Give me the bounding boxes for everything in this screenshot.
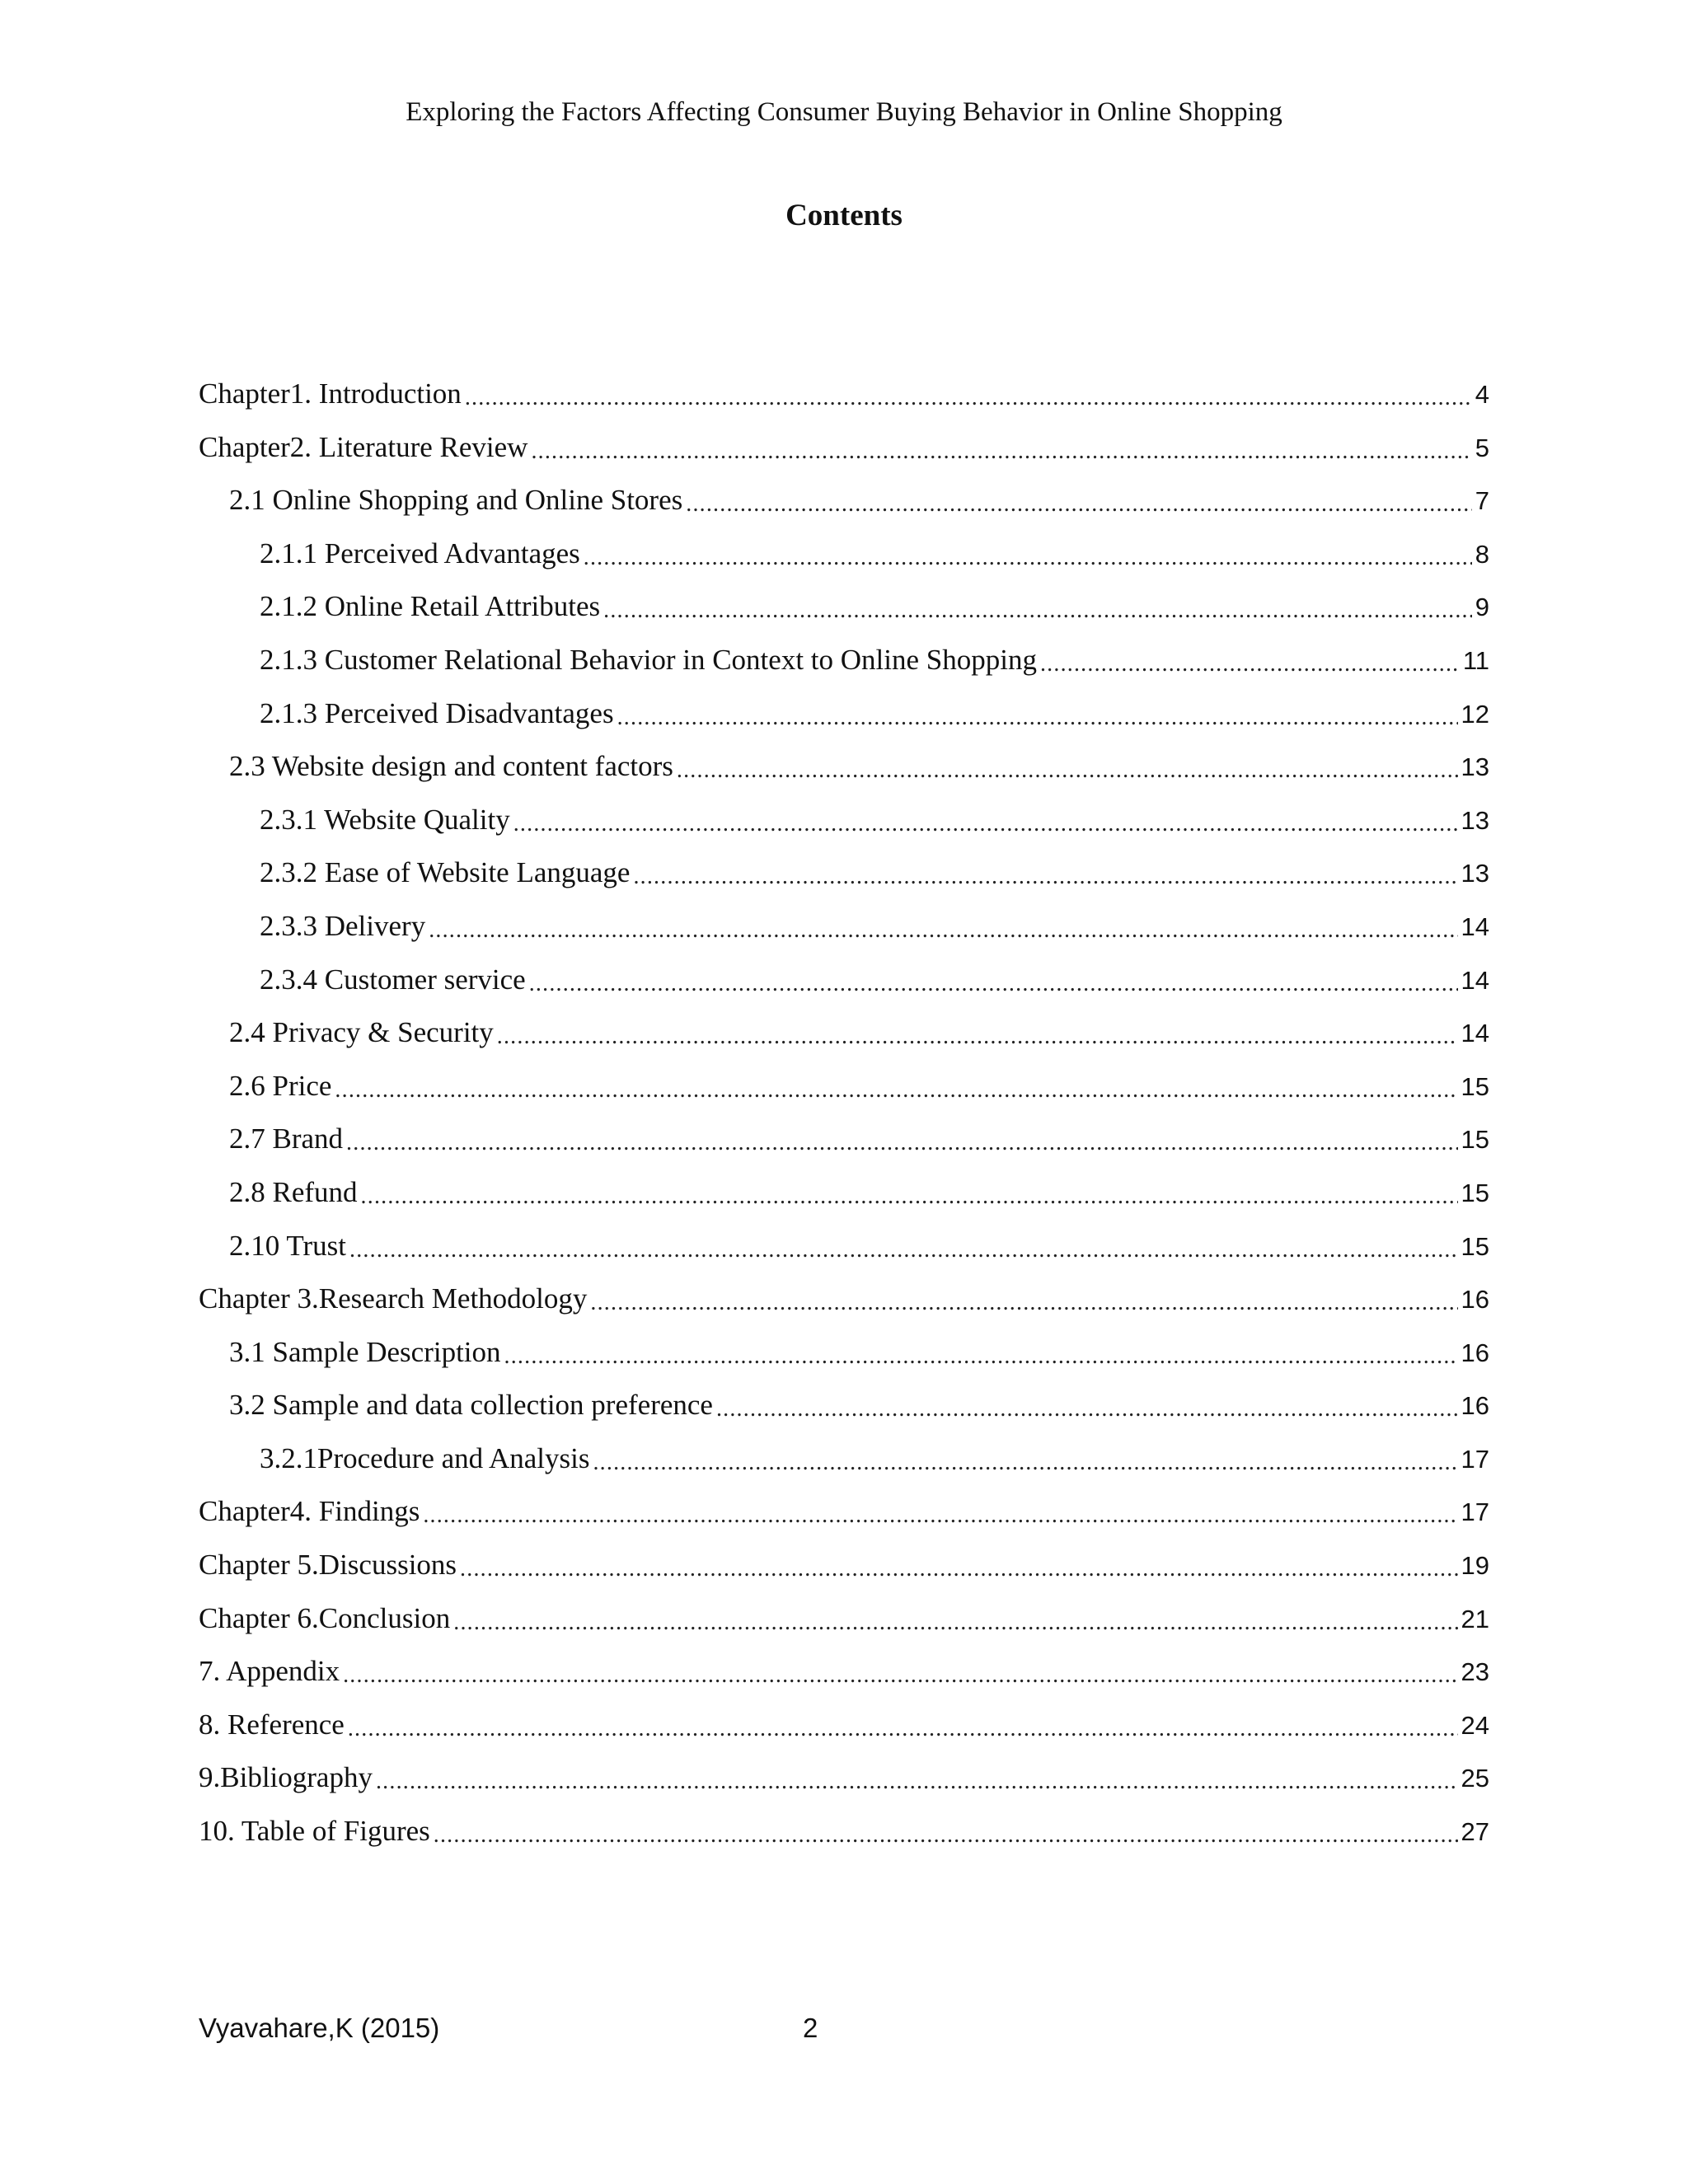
toc-entry[interactable]: [199, 1442, 1489, 1496]
toc-entry-page-number: 15: [1461, 1231, 1489, 1261]
running-header: Exploring the Factors Affecting Consumer Buying Behavior in Online Shopping: [406, 97, 1282, 127]
toc-entry[interactable]: [199, 1708, 1489, 1762]
footer-page-number: 2: [803, 2013, 818, 2043]
toc-entry-label: 2.10 Trust: [229, 1229, 347, 1262]
toc-entry[interactable]: [199, 590, 1489, 644]
toc-entry-label: 7. Appendix: [199, 1655, 340, 1688]
toc-dot-leader: [716, 1393, 1458, 1422]
toc-entry[interactable]: [199, 1336, 1489, 1390]
toc-entry-label: 2.1 Online Shopping and Online Stores: [229, 484, 683, 517]
toc-entry[interactable]: [199, 1016, 1489, 1070]
toc-entry[interactable]: [199, 1282, 1489, 1336]
toc-entry[interactable]: [199, 1815, 1489, 1868]
footer-author: Vyavahare,K (2015): [199, 2013, 440, 2043]
toc-entry-page-number: 19: [1461, 1551, 1489, 1581]
toc-entry[interactable]: [199, 804, 1489, 857]
toc-entry-page-number: 25: [1461, 1764, 1489, 1793]
toc-entry-label: 3.1 Sample Description: [229, 1335, 501, 1368]
toc-entry[interactable]: [199, 377, 1489, 431]
toc-dot-leader: [434, 1819, 1458, 1848]
toc-entry[interactable]: [199, 750, 1489, 804]
toc-dot-leader: [361, 1180, 1458, 1209]
toc-dot-leader: [348, 1713, 1458, 1741]
toc-dot-leader: [617, 701, 1458, 730]
toc-entry-page-number: 23: [1461, 1657, 1489, 1687]
toc-title: Contents: [785, 199, 903, 232]
toc-entry-page-number: 7: [1475, 486, 1489, 516]
toc-entry-label: 2.3.4 Customer service: [260, 963, 526, 996]
toc-entry-page-number: 14: [1461, 1019, 1489, 1048]
toc-entry-label: Chapter2. Literature Review: [199, 430, 528, 463]
toc-entry[interactable]: [199, 1761, 1489, 1815]
toc-dot-leader: [346, 1127, 1457, 1155]
toc-dot-leader: [513, 808, 1458, 837]
toc-entry-label: 3.2 Sample and data collection preference: [229, 1389, 713, 1422]
table-of-contents: [199, 377, 1489, 1868]
toc-entry[interactable]: [199, 644, 1489, 697]
toc-entry-page-number: 11: [1462, 645, 1489, 675]
toc-entry-label: Chapter 6.Conclusion: [199, 1601, 451, 1634]
toc-dot-leader: [460, 1553, 1457, 1582]
toc-entry-label: 10. Table of Figures: [199, 1815, 430, 1848]
toc-dot-leader: [677, 754, 1458, 783]
toc-entry-page-number: 13: [1461, 752, 1489, 782]
toc-entry[interactable]: [199, 1549, 1489, 1602]
toc-entry[interactable]: [199, 697, 1489, 751]
toc-entry[interactable]: [199, 910, 1489, 963]
toc-dot-leader: [349, 1234, 1457, 1263]
toc-entry-page-number: 8: [1475, 539, 1489, 569]
toc-entry-page-number: 17: [1461, 1497, 1489, 1527]
toc-entry[interactable]: [199, 963, 1489, 1017]
toc-entry-page-number: 16: [1461, 1338, 1489, 1367]
toc-entry-label: 2.1.1 Perceived Advantages: [260, 537, 580, 569]
toc-entry-page-number: 14: [1461, 912, 1489, 941]
toc-dot-leader: [343, 1659, 1457, 1688]
toc-dot-leader: [504, 1340, 1458, 1369]
toc-entry[interactable]: [199, 1122, 1489, 1176]
toc-entry-page-number: 16: [1461, 1285, 1489, 1315]
toc-entry-label: 2.1.3 Customer Relational Behavior in Context to Online Shopping: [260, 643, 1037, 676]
toc-dot-leader: [423, 1499, 1457, 1528]
toc-entry-page-number: 5: [1475, 433, 1489, 462]
toc-entry-page-number: 4: [1475, 380, 1489, 409]
toc-entry[interactable]: [199, 1230, 1489, 1283]
toc-entry-page-number: 14: [1461, 965, 1489, 995]
toc-entry-page-number: 13: [1461, 805, 1489, 835]
toc-dot-leader: [465, 382, 1472, 410]
toc-dot-leader: [529, 968, 1458, 996]
toc-entry-label: 2.1.3 Perceived Disadvantages: [260, 696, 614, 729]
toc-entry-label: Chapter 3.Research Methodology: [199, 1282, 588, 1315]
toc-entry-page-number: 24: [1461, 1710, 1489, 1740]
toc-dot-leader: [497, 1020, 1458, 1049]
toc-entry-label: Chapter 5.Discussions: [199, 1549, 457, 1582]
toc-entry-page-number: 21: [1461, 1604, 1489, 1633]
toc-entry-label: 2.4 Privacy & Security: [229, 1016, 494, 1049]
toc-entry-page-number: 13: [1461, 859, 1489, 888]
toc-entry[interactable]: [199, 484, 1489, 537]
toc-dot-leader: [633, 860, 1457, 889]
toc-entry-label: 2.3.1 Website Quality: [260, 803, 510, 836]
toc-entry[interactable]: [199, 1176, 1489, 1230]
toc-entry-label: 9.Bibliography: [199, 1761, 373, 1794]
toc-dot-leader: [584, 541, 1472, 570]
toc-entry-label: 2.3.2 Ease of Website Language: [260, 856, 631, 889]
toc-entry[interactable]: [199, 1602, 1489, 1656]
toc-entry-label: 8. Reference: [199, 1708, 345, 1741]
toc-entry-page-number: 17: [1461, 1444, 1489, 1474]
toc-entry-page-number: 27: [1461, 1817, 1489, 1847]
toc-entry[interactable]: [199, 431, 1489, 485]
toc-entry-label: 2.3.3 Delivery: [260, 909, 426, 942]
toc-entry-label: Chapter4. Findings: [199, 1495, 420, 1528]
toc-entry-label: 2.1.2 Online Retail Attributes: [260, 590, 601, 623]
toc-entry-page-number: 12: [1461, 699, 1489, 729]
toc-dot-leader: [603, 594, 1472, 623]
toc-entry-page-number: 15: [1461, 1071, 1489, 1101]
toc-entry-page-number: 15: [1461, 1125, 1489, 1155]
toc-entry-label: Chapter1. Introduction: [199, 377, 462, 410]
toc-dot-leader: [593, 1446, 1457, 1475]
toc-dot-leader: [453, 1606, 1457, 1635]
toc-entry[interactable]: [199, 1655, 1489, 1708]
toc-dot-leader: [335, 1074, 1457, 1103]
toc-dot-leader: [686, 488, 1472, 517]
toc-entry[interactable]: [199, 1070, 1489, 1123]
toc-entry[interactable]: [199, 1389, 1489, 1442]
toc-dot-leader: [1040, 648, 1460, 677]
toc-entry-label: 3.2.1Procedure and Analysis: [260, 1441, 590, 1474]
toc-dot-leader: [531, 435, 1471, 464]
toc-entry-page-number: 16: [1461, 1391, 1489, 1421]
toc-entry-label: 2.3 Website design and content factors: [229, 750, 673, 783]
toc-entry-page-number: 15: [1461, 1178, 1489, 1207]
toc-entry-page-number: 9: [1475, 593, 1489, 622]
toc-entry-label: 2.6 Price: [229, 1069, 332, 1102]
toc-dot-leader: [429, 914, 1457, 943]
toc-entry[interactable]: [199, 1495, 1489, 1549]
toc-entry[interactable]: [199, 537, 1489, 591]
toc-entry-label: 2.7 Brand: [229, 1122, 344, 1155]
toc-entry[interactable]: [199, 856, 1489, 910]
toc-entry-label: 2.8 Refund: [229, 1175, 358, 1208]
toc-dot-leader: [376, 1765, 1458, 1794]
toc-dot-leader: [590, 1286, 1457, 1315]
